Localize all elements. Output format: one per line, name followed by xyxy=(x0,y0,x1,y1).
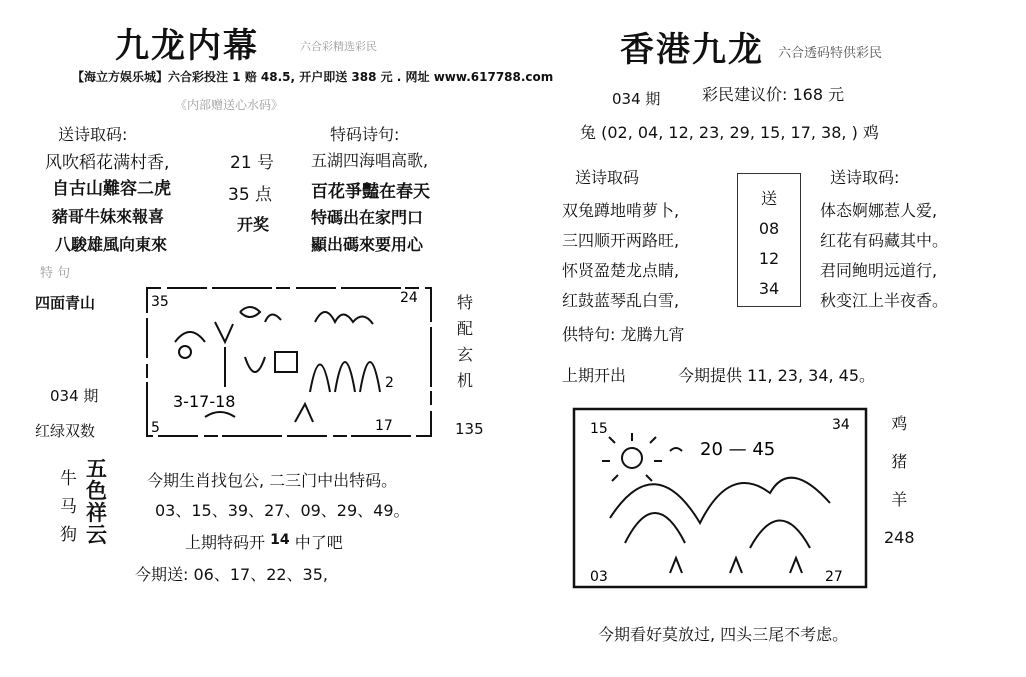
vertical-label-char: 机 xyxy=(457,371,474,390)
poem-right-line: 特碼出在家門口 xyxy=(311,208,424,227)
vertical-label-char: 配 xyxy=(457,319,474,338)
poem-left-line: 八駿雄風向東來 xyxy=(55,235,168,254)
left-title: 九龙内幕 xyxy=(115,26,259,66)
poem-left-line: 自古山難容二虎 xyxy=(52,179,171,199)
right-poem-right-line: 秋变江上半夜香。 xyxy=(820,291,949,310)
draw-point: 35 点 xyxy=(228,185,273,205)
wuse-char: 色 xyxy=(86,478,107,503)
right-poem-left-line: 红鼓蓝琴乱白雪, xyxy=(562,291,680,310)
zodiac-char: 马 xyxy=(60,497,77,517)
poem-heading-right: 特码诗句: xyxy=(330,125,400,144)
send-box-num: 12 xyxy=(758,249,780,268)
left-subtitle-faint: 《内部赠送心水码》 xyxy=(175,98,284,112)
vertical-label xyxy=(457,290,473,394)
poem-left-line: 风吹稻花满村香, xyxy=(45,153,170,173)
side-number: 248 xyxy=(884,528,915,547)
num-135: 135 xyxy=(455,420,484,438)
send-box-num: 34 xyxy=(758,279,780,298)
right-poem-left-line: 三四顺开两路旺, xyxy=(562,231,680,250)
left-title-faint: 六合彩精选彩民 xyxy=(300,40,377,53)
right-period: 034 期 xyxy=(612,90,661,108)
left-sketch xyxy=(145,282,435,442)
wuse-char: 云 xyxy=(86,522,107,547)
right-footer: 今期看好莫放过, 四头三尾不考虑。 xyxy=(598,625,849,644)
zodiac-char: 牛 xyxy=(60,469,77,489)
special-faint: 特 句 xyxy=(40,266,71,281)
last-special-suffix: 中了吧 xyxy=(294,533,343,552)
right-special-line: 供特句: 龙腾九宵 xyxy=(562,325,685,344)
send-box-num: 08 xyxy=(758,219,780,238)
right-title-small: 六合透码特供彩民 xyxy=(778,46,883,61)
sketch-br-label: 27 xyxy=(825,569,843,585)
right-sketch xyxy=(570,403,872,593)
right-price: 彩民建议价: 168 元 xyxy=(702,85,845,104)
rabbit-line: 兔 (02, 04, 12, 23, 29, 15, 17, 38, ) 鸡 xyxy=(580,123,879,142)
right-title: 香港九龙 xyxy=(620,30,764,70)
vertical-label-char: 玄 xyxy=(457,345,474,364)
sketch-tl-label: 35 xyxy=(151,294,169,310)
draw-number: 21 号 xyxy=(230,153,275,173)
poem-left-line: 豬哥牛妹來報喜 xyxy=(52,207,165,226)
red-green-label: 红绿双数 xyxy=(35,422,96,440)
sketch-r-label: 2 xyxy=(385,375,394,391)
zodiac-char: 狗 xyxy=(60,525,77,545)
poem-right-line: 五湖四海唱高歌, xyxy=(311,151,429,170)
this-send: 今期送: 06、17、22、35, xyxy=(135,565,329,584)
sketch-br-label: 17 xyxy=(375,418,393,434)
poem-heading-left: 送诗取码: xyxy=(58,125,128,144)
zodiac-nums: 03、15、39、27、09、29、49。 xyxy=(155,501,410,520)
zodiac-text: 今期生肖找包公, 二三门中出特码。 xyxy=(147,471,398,490)
last-special-prefix: 上期特码开 xyxy=(185,533,266,552)
right-poem-right-line: 红花有码藏其中。 xyxy=(820,231,949,250)
zodiac-column xyxy=(60,465,77,549)
poem-right-line: 百花爭豔在春天 xyxy=(311,182,430,202)
send-box-label: 送 xyxy=(760,189,777,208)
wuse-char: 五 xyxy=(86,456,107,481)
right-heading-right: 送诗取码: xyxy=(830,168,900,187)
sketch-tr-label: 24 xyxy=(400,290,418,306)
sketch-tl-label: 15 xyxy=(590,421,608,437)
draw-open: 开奖 xyxy=(237,215,270,234)
side-zodiac: 羊 xyxy=(891,490,908,509)
right-poem-right-line: 君同鲍明远道行, xyxy=(820,261,938,280)
sketch-bl-label: 5 xyxy=(151,420,160,436)
side-zodiac: 猪 xyxy=(891,452,908,471)
sketch-mid-label: 20 — 45 xyxy=(700,439,776,460)
last-open-label: 上期开出 xyxy=(562,366,627,385)
right-poem-right-line: 体态婀娜惹人爱, xyxy=(820,201,938,220)
last-special-num: 14 xyxy=(270,532,290,548)
right-side-column xyxy=(884,405,915,557)
side-zodiac: 鸡 xyxy=(891,414,908,433)
special-phrase: 四面青山 xyxy=(35,294,96,312)
last-special xyxy=(185,530,343,553)
right-poem-left-line: 双兔蹲地啃萝卜, xyxy=(562,201,680,220)
left-period: 034 期 xyxy=(50,387,99,405)
wuse-column xyxy=(86,458,107,546)
ad-banner: 【海立方娱乐城】六合彩投注 1 赔 48.5, 开户即送 388 元 . 网址 www.617788.com xyxy=(72,70,554,84)
sketch-tr-label: 34 xyxy=(832,417,850,433)
poem-right-line: 顯出碼來要用心 xyxy=(311,235,424,254)
sketch-mid-label: 3-17-18 xyxy=(173,392,236,411)
this-supply: 今期提供 11, 23, 34, 45。 xyxy=(678,366,876,385)
send-numbers-box xyxy=(737,173,801,307)
right-poem-left-line: 怀贤盈楚龙点睛, xyxy=(562,261,680,280)
wuse-char: 祥 xyxy=(86,500,107,525)
sketch-bl-label: 03 xyxy=(590,569,608,585)
vertical-label-char: 特 xyxy=(457,293,474,312)
right-heading-left: 送诗取码 xyxy=(575,168,640,187)
